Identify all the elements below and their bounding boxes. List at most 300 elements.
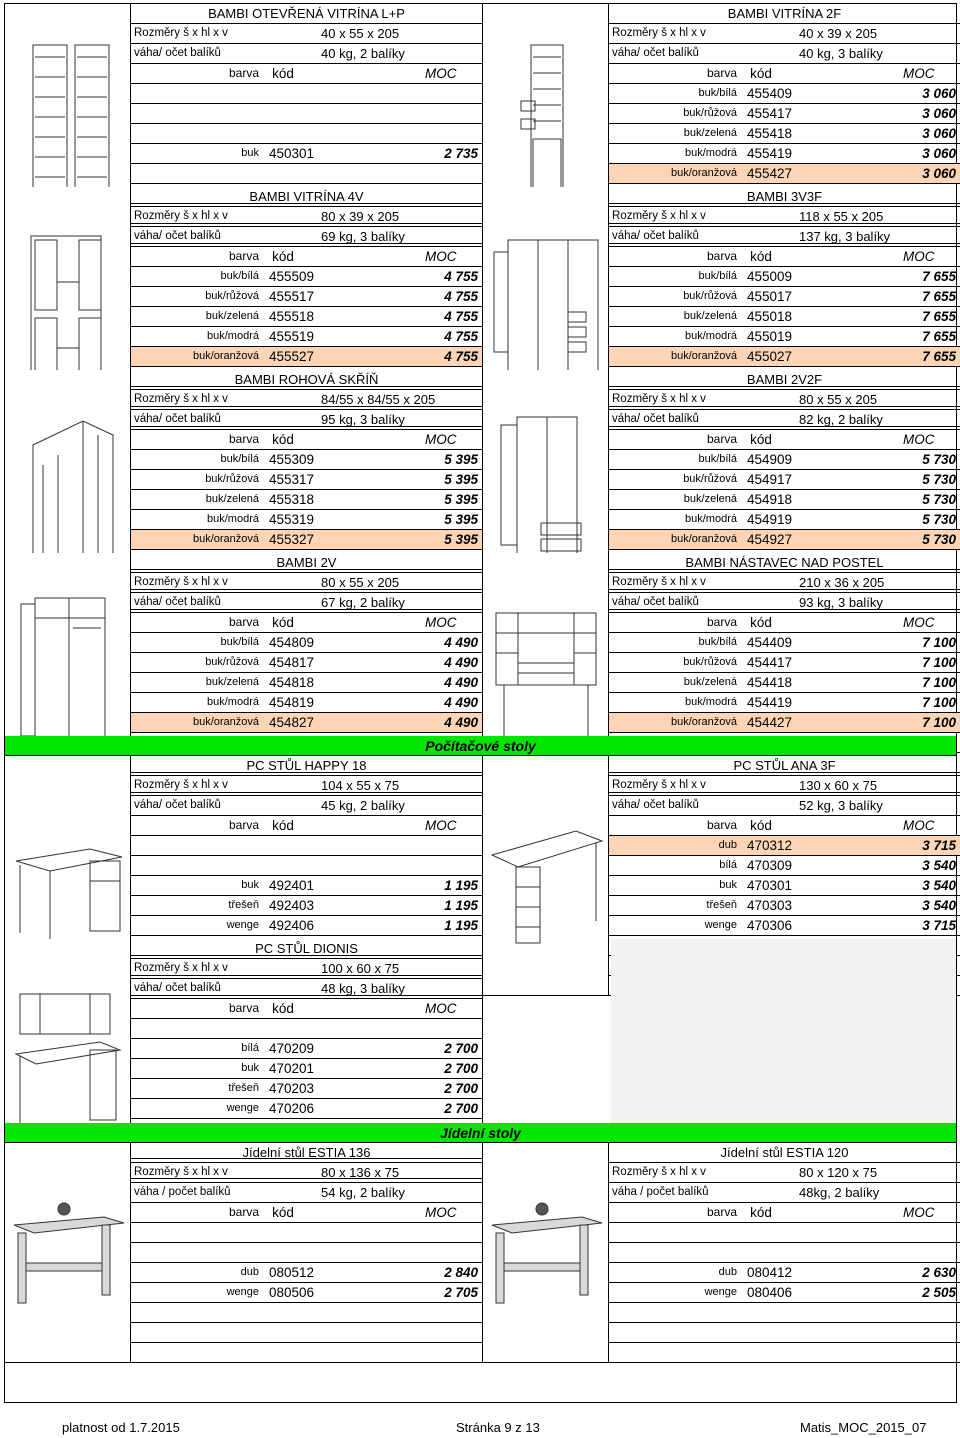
code-cell: 455409 (747, 86, 793, 101)
code-cell: 455417 (747, 106, 793, 121)
dimensions-value: 40 x 39 x 205 (799, 26, 878, 41)
moc-header: MOC (425, 66, 457, 81)
color-cell: dub (240, 1266, 259, 1278)
code-cell: 454927 (747, 532, 793, 547)
moc-header: MOC (425, 1205, 457, 1220)
price-row (131, 713, 482, 733)
empty-row (131, 164, 482, 184)
dimensions-row (131, 390, 482, 410)
price-cell: 2 700 (444, 1081, 478, 1096)
price-cell: 7 100 (922, 715, 956, 730)
price-row (609, 144, 960, 164)
weight-row (131, 227, 482, 247)
weight-label: váha/ očet balíků (134, 982, 221, 994)
price-row (609, 530, 960, 550)
moc-header: MOC (903, 432, 935, 447)
price-row (609, 307, 960, 327)
weight-label: váha/ očet balíků (134, 596, 221, 608)
weight-value: 48 kg, 3 balíky (321, 981, 405, 996)
price-cell: 3 060 (922, 86, 956, 101)
code-cell: 455327 (269, 532, 315, 547)
product-title: BAMBI VITRÍNA 4V (249, 189, 364, 204)
weight-label: váha/ očet balíků (612, 47, 699, 59)
price-row (131, 144, 482, 164)
price-row (131, 1263, 482, 1283)
weight-row (131, 44, 482, 64)
price-cell: 3 060 (922, 126, 956, 141)
code-header: kód (272, 1001, 294, 1016)
color-cell: wenge (226, 1286, 259, 1298)
price-row (609, 490, 960, 510)
dimensions-value: 104 x 55 x 75 (321, 778, 400, 793)
price-cell: 4 490 (444, 655, 478, 670)
price-cell: 5 395 (444, 532, 478, 547)
weight-label: váha/ očet balíků (134, 413, 221, 425)
weight-row (609, 796, 960, 816)
moc-header: MOC (903, 615, 935, 630)
product-title: PC STŮL HAPPY 18 (246, 758, 367, 773)
weight-value: 48kg, 2 balíky (799, 1185, 880, 1200)
dimensions-label: Rozměry š x hl x v (612, 576, 706, 588)
code-cell: 455427 (747, 166, 793, 181)
dimensions-row (131, 959, 482, 979)
color-cell: buk (241, 147, 259, 159)
price-cell: 3 540 (922, 898, 956, 913)
dimensions-value: 80 x 55 x 205 (799, 392, 878, 407)
price-cell: 5 395 (444, 512, 478, 527)
price-cell: 5 395 (444, 492, 478, 507)
price-cell: 2 505 (922, 1285, 956, 1300)
moc-header: MOC (425, 249, 457, 264)
color-cell: buk/zelená (683, 127, 737, 139)
code-cell: 454909 (747, 452, 793, 467)
column-header-row (131, 999, 482, 1019)
code-cell: 454918 (747, 492, 793, 507)
product-block (483, 1143, 960, 1363)
color-header: barva (706, 615, 737, 629)
product-title: BAMBI OTEVŘENÁ VITRÍNA L+P (208, 6, 405, 21)
product-title: BAMBI NÁSTAVEC NAD POSTEL (685, 555, 884, 570)
weight-row (609, 593, 960, 613)
code-cell: 454819 (269, 695, 315, 710)
product-title: BAMBI 2V2F (746, 372, 823, 387)
price-row (609, 916, 960, 936)
price-cell: 4 755 (444, 289, 478, 304)
empty-grey-area (611, 939, 956, 1123)
price-cell: 3 060 (922, 106, 956, 121)
color-cell: buk/modrá (685, 513, 737, 525)
product-title: Jídelní stůl ESTIA 136 (242, 1145, 371, 1160)
dimensions-row (609, 573, 960, 593)
dimensions-label: Rozměry š x hl x v (612, 27, 706, 39)
footer-page-number: Stránka 9 z 13 (456, 1420, 540, 1435)
code-cell: 470312 (747, 838, 793, 853)
product-title-row (609, 1143, 960, 1163)
product-title-row (609, 756, 960, 776)
price-cell: 4 490 (444, 695, 478, 710)
color-cell: buk/růžová (683, 107, 737, 119)
dimensions-row (609, 1163, 960, 1183)
code-header: kód (750, 432, 772, 447)
price-row (131, 510, 482, 530)
weight-value: 40 kg, 2 balíky (321, 46, 405, 61)
code-cell: 492401 (269, 878, 315, 893)
dimensions-label: Rozměry š x hl x v (612, 1166, 706, 1178)
empty-row (609, 1323, 960, 1343)
code-cell: 470209 (269, 1041, 315, 1056)
dimensions-label: Rozměry š x hl x v (134, 962, 228, 974)
color-header: barva (228, 1205, 259, 1219)
code-cell: 455027 (747, 349, 793, 364)
price-cell: 1 195 (444, 898, 478, 913)
code-cell: 080412 (747, 1265, 793, 1280)
product-title-row (131, 370, 482, 390)
dimensions-value: 100 x 60 x 75 (321, 961, 400, 976)
code-header: kód (272, 249, 294, 264)
price-row (609, 896, 960, 916)
code-cell: 455519 (269, 329, 315, 344)
dimensions-row (609, 24, 960, 44)
weight-label: váha/ očet balíků (612, 799, 699, 811)
column-header-row (131, 430, 482, 450)
code-cell: 455509 (269, 269, 315, 284)
code-cell: 455518 (269, 309, 315, 324)
color-cell: wenge (226, 1102, 259, 1114)
price-row (131, 1059, 482, 1079)
weight-row (131, 593, 482, 613)
product-title-row (609, 187, 960, 207)
code-cell: 454409 (747, 635, 793, 650)
code-header: kód (272, 615, 294, 630)
color-cell: buk/oranžová (192, 533, 259, 545)
code-cell: 470206 (269, 1101, 315, 1116)
price-row (609, 124, 960, 144)
price-row (131, 693, 482, 713)
weight-value: 40 kg, 3 balíky (799, 46, 883, 61)
price-cell: 7 655 (922, 349, 956, 364)
product-title: PC STŮL DIONIS (255, 941, 358, 956)
empty-row (131, 856, 482, 876)
color-cell: buk/bílá (220, 636, 259, 648)
price-cell: 2 735 (444, 146, 478, 161)
price-row (609, 510, 960, 530)
dimensions-value: 80 x 55 x 205 (321, 575, 400, 590)
section-header-dining-tables: Jídelní stoly (5, 1123, 956, 1143)
color-cell: buk/zelená (683, 676, 737, 688)
column-header-row (609, 430, 960, 450)
section-header-computer-tables: Počítačové stoly (5, 736, 956, 756)
empty-row (131, 124, 482, 144)
weight-value: 52 kg, 3 balíky (799, 798, 883, 813)
price-row (609, 673, 960, 693)
color-cell: buk/růžová (205, 473, 259, 485)
price-cell: 2 840 (444, 1265, 478, 1280)
price-cell: 5 730 (922, 452, 956, 467)
color-cell: třešeň (706, 899, 737, 911)
column-header-row (609, 247, 960, 267)
color-cell: wenge (704, 919, 737, 931)
price-row (131, 490, 482, 510)
code-cell: 454418 (747, 675, 793, 690)
price-row (609, 713, 960, 733)
product-title: Jídelní stůl ESTIA 120 (720, 1145, 849, 1160)
price-cell: 3 540 (922, 858, 956, 873)
code-cell: 454818 (269, 675, 315, 690)
dimensions-label: Rozměry š x hl x v (612, 210, 706, 222)
product-title: BAMBI VITRÍNA 2F (727, 6, 842, 21)
weight-label: váha/ očet balíků (134, 799, 221, 811)
code-cell: 455317 (269, 472, 315, 487)
price-cell: 3 060 (922, 166, 956, 181)
moc-header: MOC (903, 1205, 935, 1220)
dimensions-value: 84/55 x 84/55 x 205 (321, 392, 436, 407)
price-row (131, 673, 482, 693)
color-cell: buk/zelená (205, 493, 259, 505)
weight-label: váha/ očet balíků (612, 596, 699, 608)
moc-header: MOC (425, 1001, 457, 1016)
product-title-row (131, 553, 482, 573)
price-row (131, 287, 482, 307)
dimensions-label: Rozměry š x hl x v (134, 210, 228, 222)
code-cell: 455527 (269, 349, 315, 364)
weight-label: váha/ očet balíků (612, 413, 699, 425)
code-cell: 470201 (269, 1061, 315, 1076)
product-title-row (131, 4, 482, 24)
price-cell: 1 195 (444, 918, 478, 933)
color-cell: buk/modrá (685, 330, 737, 342)
dimensions-value: 80 x 39 x 205 (321, 209, 400, 224)
color-cell: buk/zelená (205, 676, 259, 688)
price-row (131, 307, 482, 327)
price-cell: 5 395 (444, 452, 478, 467)
price-row (609, 693, 960, 713)
dimensions-row (609, 776, 960, 796)
color-cell: buk/zelená (683, 493, 737, 505)
price-cell: 5 730 (922, 492, 956, 507)
product-table (131, 1143, 483, 1363)
column-header-row (609, 816, 960, 836)
empty-row (609, 1243, 960, 1263)
price-row (131, 470, 482, 490)
color-cell: buk (241, 1062, 259, 1074)
color-cell: buk/modrá (207, 330, 259, 342)
price-cell: 4 490 (444, 635, 478, 650)
product-title-row (609, 4, 960, 24)
code-cell: 455319 (269, 512, 315, 527)
price-row (609, 470, 960, 490)
dimensions-value: 130 x 60 x 75 (799, 778, 878, 793)
price-cell: 7 655 (922, 329, 956, 344)
weight-value: 82 kg, 2 balíky (799, 412, 883, 427)
empty-row (609, 1303, 960, 1323)
color-cell: třešeň (228, 899, 259, 911)
dimensions-label: Rozměry š x hl x v (134, 27, 228, 39)
price-cell: 4 490 (444, 675, 478, 690)
color-cell: buk/oranžová (192, 716, 259, 728)
weight-label: váha / počet balíků (134, 1186, 231, 1198)
product-illustration (483, 1143, 609, 1363)
code-cell: 454917 (747, 472, 793, 487)
dimensions-label: Rozměry š x hl x v (134, 576, 228, 588)
price-cell: 3 540 (922, 878, 956, 893)
dimensions-label: Rozměry š x hl x v (134, 1166, 228, 1178)
price-row (131, 1039, 482, 1059)
code-cell: 470306 (747, 918, 793, 933)
product-title-row (131, 939, 482, 959)
code-cell: 454419 (747, 695, 793, 710)
price-row (131, 530, 482, 550)
column-header-row (131, 613, 482, 633)
code-cell: 470309 (747, 858, 793, 873)
product-title: BAMBI ROHOVÁ SKŘÍŇ (234, 372, 379, 387)
price-cell: 4 755 (444, 349, 478, 364)
price-row (131, 267, 482, 287)
code-cell: 455018 (747, 309, 793, 324)
price-cell: 5 730 (922, 532, 956, 547)
moc-header: MOC (903, 249, 935, 264)
color-header: barva (228, 818, 259, 832)
footer-document-code: Matis_MOC_2015_07 (800, 1420, 927, 1435)
code-cell: 454827 (269, 715, 315, 730)
color-header: barva (228, 1001, 259, 1015)
color-cell: buk/růžová (683, 656, 737, 668)
empty-row (131, 1243, 482, 1263)
weight-row (131, 979, 482, 999)
price-row (131, 1283, 482, 1303)
product-block (5, 1143, 483, 1363)
code-cell: 080506 (269, 1285, 315, 1300)
dimensions-value: 80 x 136 x 75 (321, 1165, 400, 1180)
price-row (131, 633, 482, 653)
color-cell: buk/modrá (685, 147, 737, 159)
dimensions-row (609, 207, 960, 227)
price-row (131, 916, 482, 936)
empty-row (131, 1303, 482, 1323)
price-cell: 5 395 (444, 472, 478, 487)
color-cell: buk/oranžová (192, 350, 259, 362)
price-row (609, 856, 960, 876)
price-list-sheet (4, 3, 957, 1403)
price-cell: 4 490 (444, 715, 478, 730)
weight-label: váha/ očet balíků (612, 230, 699, 242)
code-cell: 455418 (747, 126, 793, 141)
color-cell: buk/modrá (207, 696, 259, 708)
moc-header: MOC (425, 818, 457, 833)
weight-row (131, 1183, 482, 1203)
dimensions-value: 210 x 36 x 205 (799, 575, 885, 590)
code-cell: 454417 (747, 655, 793, 670)
price-row (609, 327, 960, 347)
color-header: barva (706, 1205, 737, 1219)
price-row (131, 896, 482, 916)
price-row (609, 104, 960, 124)
code-cell: 450301 (269, 146, 315, 161)
dimensions-label: Rozměry š x hl x v (612, 779, 706, 791)
color-cell: dub (718, 839, 737, 851)
price-row (131, 876, 482, 896)
price-cell: 4 755 (444, 269, 478, 284)
dimensions-row (609, 390, 960, 410)
code-cell: 455009 (747, 269, 793, 284)
column-header-row (131, 247, 482, 267)
color-cell: buk/oranžová (670, 350, 737, 362)
code-header: kód (750, 1205, 772, 1220)
weight-row (609, 227, 960, 247)
empty-row (131, 104, 482, 124)
price-cell: 2 700 (444, 1041, 478, 1056)
weight-row (609, 1183, 960, 1203)
product-title-row (131, 187, 482, 207)
price-cell: 3 715 (922, 918, 956, 933)
price-row (131, 1079, 482, 1099)
weight-value: 93 kg, 3 balíky (799, 595, 883, 610)
price-row (609, 653, 960, 673)
price-cell: 4 755 (444, 329, 478, 344)
product-title-row (131, 1143, 482, 1163)
color-cell: buk/růžová (683, 290, 737, 302)
color-cell: dub (718, 1266, 737, 1278)
code-header: kód (750, 249, 772, 264)
color-header: barva (228, 249, 259, 263)
moc-header: MOC (903, 818, 935, 833)
code-header: kód (272, 432, 294, 447)
color-cell: třešeň (228, 1082, 259, 1094)
code-cell: 454919 (747, 512, 793, 527)
code-cell: 454427 (747, 715, 793, 730)
weight-value: 67 kg, 2 balíky (321, 595, 405, 610)
price-row (131, 653, 482, 673)
color-cell: buk/zelená (683, 310, 737, 322)
color-header: barva (706, 432, 737, 446)
footer-validity: platnost od 1.7.2015 (62, 1420, 180, 1435)
code-cell: 454817 (269, 655, 315, 670)
code-cell: 455318 (269, 492, 315, 507)
color-cell: buk/bílá (698, 453, 737, 465)
empty-row (609, 1223, 960, 1243)
price-cell: 2 705 (444, 1285, 478, 1300)
weight-row (609, 410, 960, 430)
code-header: kód (750, 818, 772, 833)
moc-header: MOC (425, 432, 457, 447)
moc-header: MOC (903, 66, 935, 81)
dimensions-row (131, 1163, 482, 1183)
code-cell: 455309 (269, 452, 315, 467)
product-table (609, 1143, 960, 1363)
color-header: barva (706, 818, 737, 832)
weight-row (131, 796, 482, 816)
code-cell: 470303 (747, 898, 793, 913)
color-cell: bílá (241, 1042, 259, 1054)
weight-label: váha/ očet balíků (134, 47, 221, 59)
empty-row (609, 1343, 960, 1363)
price-cell: 2 700 (444, 1061, 478, 1076)
code-cell: 470301 (747, 878, 793, 893)
moc-header: MOC (425, 615, 457, 630)
price-row (609, 633, 960, 653)
color-cell: wenge (704, 1286, 737, 1298)
column-header-row (609, 1203, 960, 1223)
price-row (609, 876, 960, 896)
empty-row (131, 1343, 482, 1363)
empty-row (131, 836, 482, 856)
color-cell: buk/oranžová (670, 716, 737, 728)
price-row (609, 1283, 960, 1303)
color-header: barva (228, 615, 259, 629)
column-header-row (131, 816, 482, 836)
price-row (609, 1263, 960, 1283)
color-cell: buk/růžová (205, 656, 259, 668)
dimensions-row (131, 24, 482, 44)
